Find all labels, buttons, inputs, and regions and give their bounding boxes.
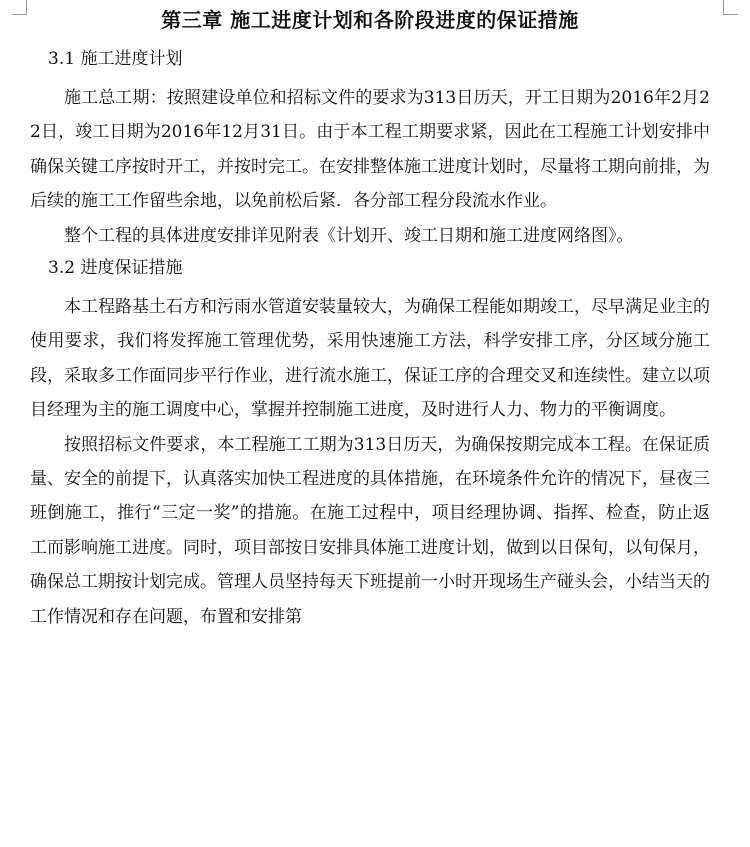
paragraph: 按照招标文件要求，本工程施工工期为313日历天，为确保按期完成本工程。在保证质量、安全的前提下，认真落实加快工程进度的具体措施，在环境条件允许的情况下，昼夜三班倒施工，推行“三定一奖”的措施。在施工过程中，项目经理协调、指挥、检查，防止返工而影响施工进度。同时，项目部按日安排具体施工进度计划，做到以日保旬，以旬保月，确保总工期按计划完成。管理人员坚持每天下班提前一小时开现场生产碰头会，小结当天的工作情况和存在问题，布置和安排第 — [30, 434, 710, 627]
paragraph: 本工程路基土石方和污雨水管道安装量较大，为确保工程能如期竣工，尽早满足业主的使用要求，我们将发挥施工管理优势，采用快速施工方法，科学安排工序，分区域分施工段，采取多工作面同步平行作业，进行流水施工，保证工序的合理交叉和连续性。建立以项目经理为主的施工调度中心，掌握并控制施工进度，及时进行人力、物力的平衡调度。 — [30, 297, 710, 421]
paragraph: 施工总工期：按照建设单位和招标文件的要求为313日历天，开工日期为2016年2月22日，竣工日期为2016年12月31日。由于本工程工期要求紧，因此在工程施工计划安排中确保关键工序按时开工，并按时完工。在安排整体施工进度计划时，尽量将工期向前排，为后续的施工工作留些余地，以免前松后紧．各分部工程分段流水作业。 — [30, 88, 710, 212]
section-heading: 3.2 进度保证措施 — [48, 258, 183, 279]
section-heading: 3.1 施工进度计划 — [48, 49, 183, 69]
chapter-title: 第三章 施工进度计划和各阶段进度的保证措施 — [161, 8, 579, 32]
paragraph: 整个工程的具体进度安排详见附表《计划开、竣工日期和施工进度网络图》。 — [64, 225, 634, 246]
page-corner-mark-right — [723, 0, 738, 15]
section-3-2 — [30, 253, 710, 634]
section-3-1 — [30, 44, 710, 253]
document-page — [30, 6, 710, 634]
page-corner-mark-left — [12, 0, 27, 15]
